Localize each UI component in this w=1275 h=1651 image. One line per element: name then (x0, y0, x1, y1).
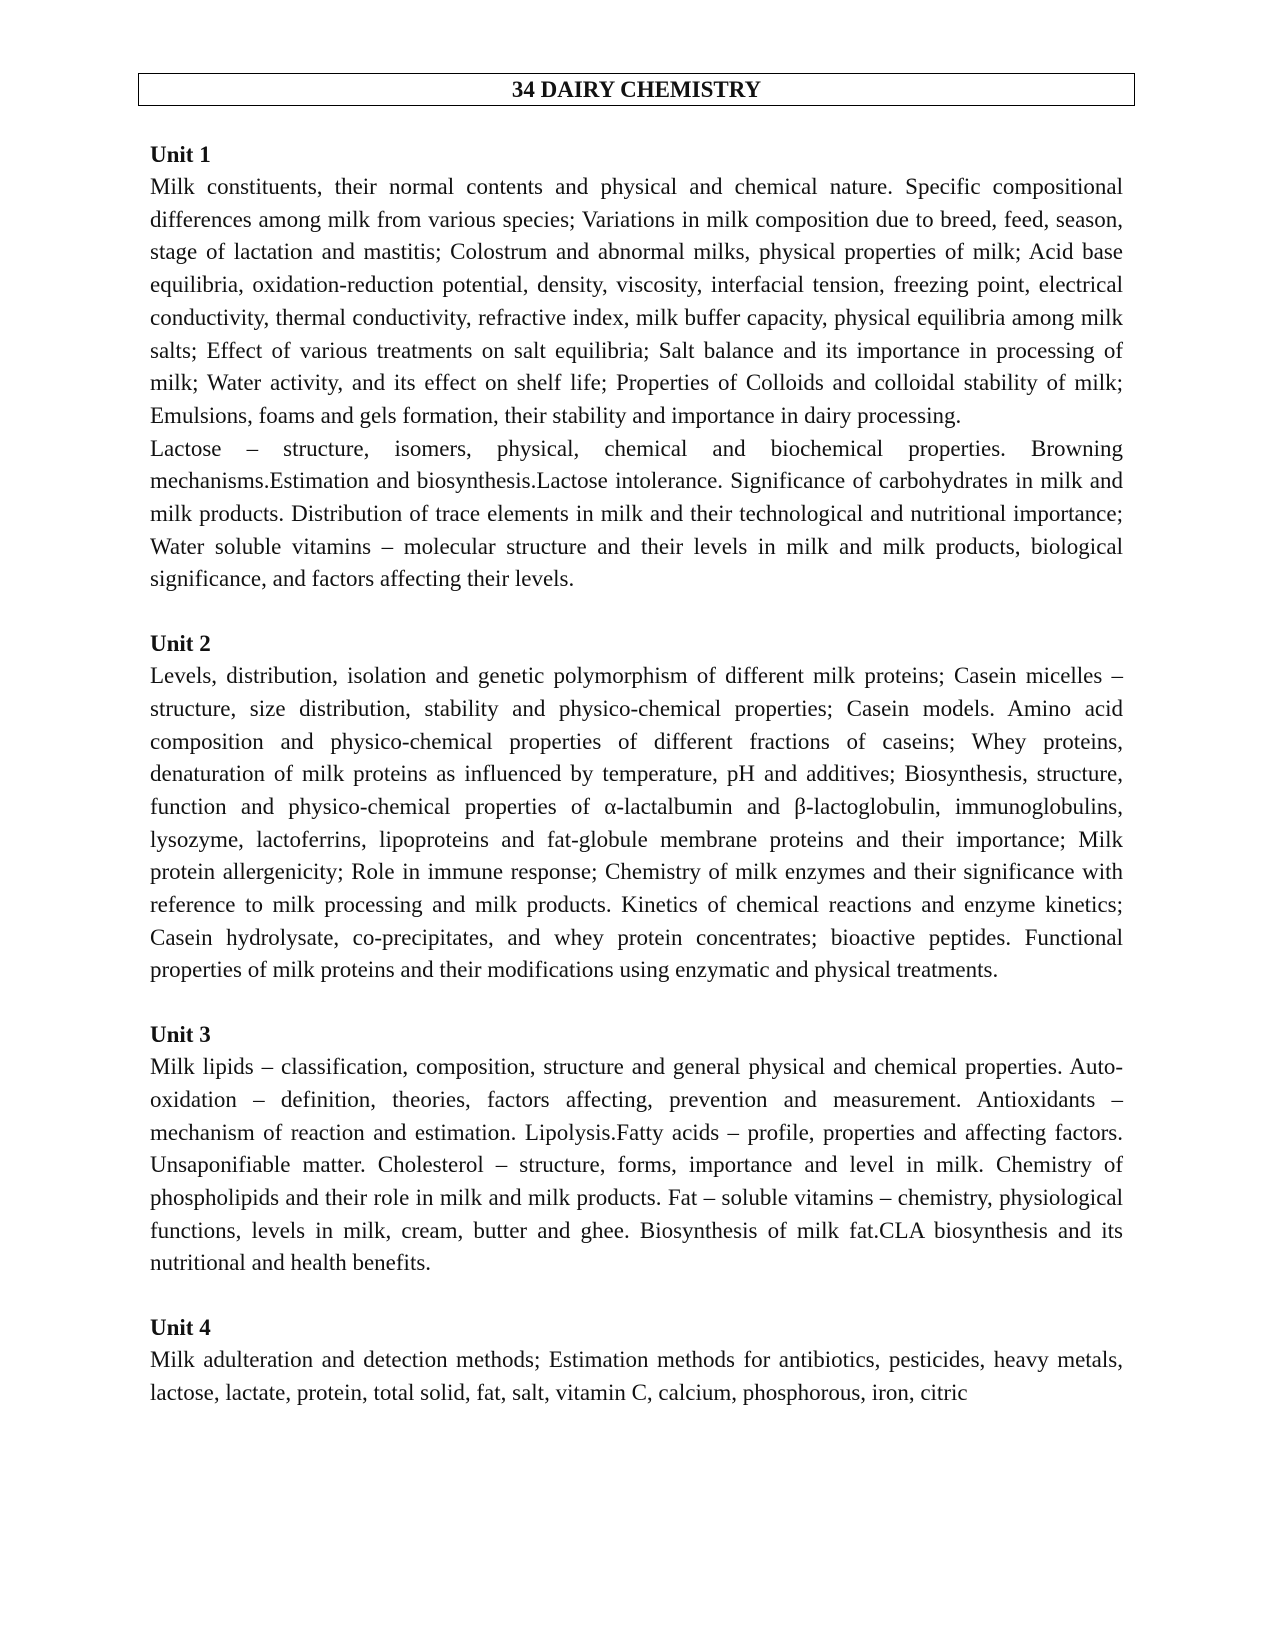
unit-1-paragraph-1: Milk constituents, their normal contents and physical and chemical nature. Specific compositional differences among milk from various species; Variations in milk composition due to breed, feed, season, stage of lactation and mastitis; Colostrum and abnormal milks, physical properties of milk; Acid base equilibria, oxidation-reduction potential, density, viscosity, interfacial tension, freezing point, electrical conductivity, thermal conductivity, refractive index, milk buffer capacity, physical equilibria among milk salts; Effect of various treatments on salt equilibria; Salt balance and its importance in processing of milk; Water activity, and its effect on shelf life; Properties of Colloids and colloidal stability of milk; Emulsions, foams and gels formation, their stability and importance in dairy processing. (150, 174, 1123, 428)
unit-2-section (150, 627, 1123, 987)
unit-3-paragraph-1: Milk lipids – classification, composition, structure and general physical and chemical properties. Auto-oxidation – definition, theories, factors affecting, prevention and measurement. Antioxidants – mechanism of reaction and estimation. Lipolysis.Fatty acids – profile, properties and affecting factors. Unsaponifiable matter. Cholesterol – structure, forms, importance and level in milk. Chemistry of phospholipids and their role in milk and milk products. Fat – soluble vitamins – chemistry, physiological functions, levels in milk, cream, butter and ghee. Biosynthesis of milk fat.CLA biosynthesis and its nutritional and health benefits. (150, 1054, 1123, 1276)
unit-4-heading: Unit 4 (150, 1315, 211, 1341)
unit-4-paragraph-1: Milk adulteration and detection methods; Estimation methods for antibiotics, pesticides, heavy metals, lactose, lactate, protein, total solid, fat, salt, vitamin C, calcium, phosphorous, iron, citric (150, 1347, 1123, 1405)
unit-3-heading: Unit 3 (150, 1022, 211, 1048)
unit-3-section (150, 1018, 1123, 1280)
unit-2-heading: Unit 2 (150, 631, 211, 657)
syllabus-content (150, 138, 1123, 1441)
unit-1-heading: Unit 1 (150, 142, 211, 167)
unit-2-paragraph-1: Levels, distribution, isolation and genetic polymorphism of different milk proteins; Casein micelles – structure, size distribution, stability and physico-chemical properties; Casein models. Amino acid composition and physico-chemical properties of different fractions of caseins; Whey proteins, denaturation of milk proteins as influenced by temperature, pH and additives; Biosynthesis, structure, function and physico-chemical properties of α-lactalbumin and β-lactoglobulin, immunoglobulins, lysozyme, lactoferrins, lipoproteins and fat-globule membrane proteins and their importance; Milk protein allergenicity; Role in immune response; Chemistry of milk enzymes and their significance with reference to milk processing and milk products. Kinetics of chemical reactions and enzyme kinetics; Casein hydrolysate, co-precipitates, and whey protein concentrates; bioactive peptides. Functional properties of milk proteins and their modifications using enzymatic and physical treatments. (150, 663, 1123, 983)
page-title: 34 DAIRY CHEMISTRY (138, 73, 1135, 106)
unit-1-section (150, 138, 1123, 596)
unit-1-paragraph-2: Lactose – structure, isomers, physical, chemical and biochemical properties. Browning mechanisms.Estimation and biosynthesis.Lactose intolerance. Significance of carbohydrates in milk and milk products. Distribution of trace elements in milk and their technological and nutritional importance; Water soluble vitamins – molecular structure and their levels in milk and milk products, biological significance, and factors affecting their levels. (150, 435, 1123, 592)
unit-4-section (150, 1311, 1123, 1409)
